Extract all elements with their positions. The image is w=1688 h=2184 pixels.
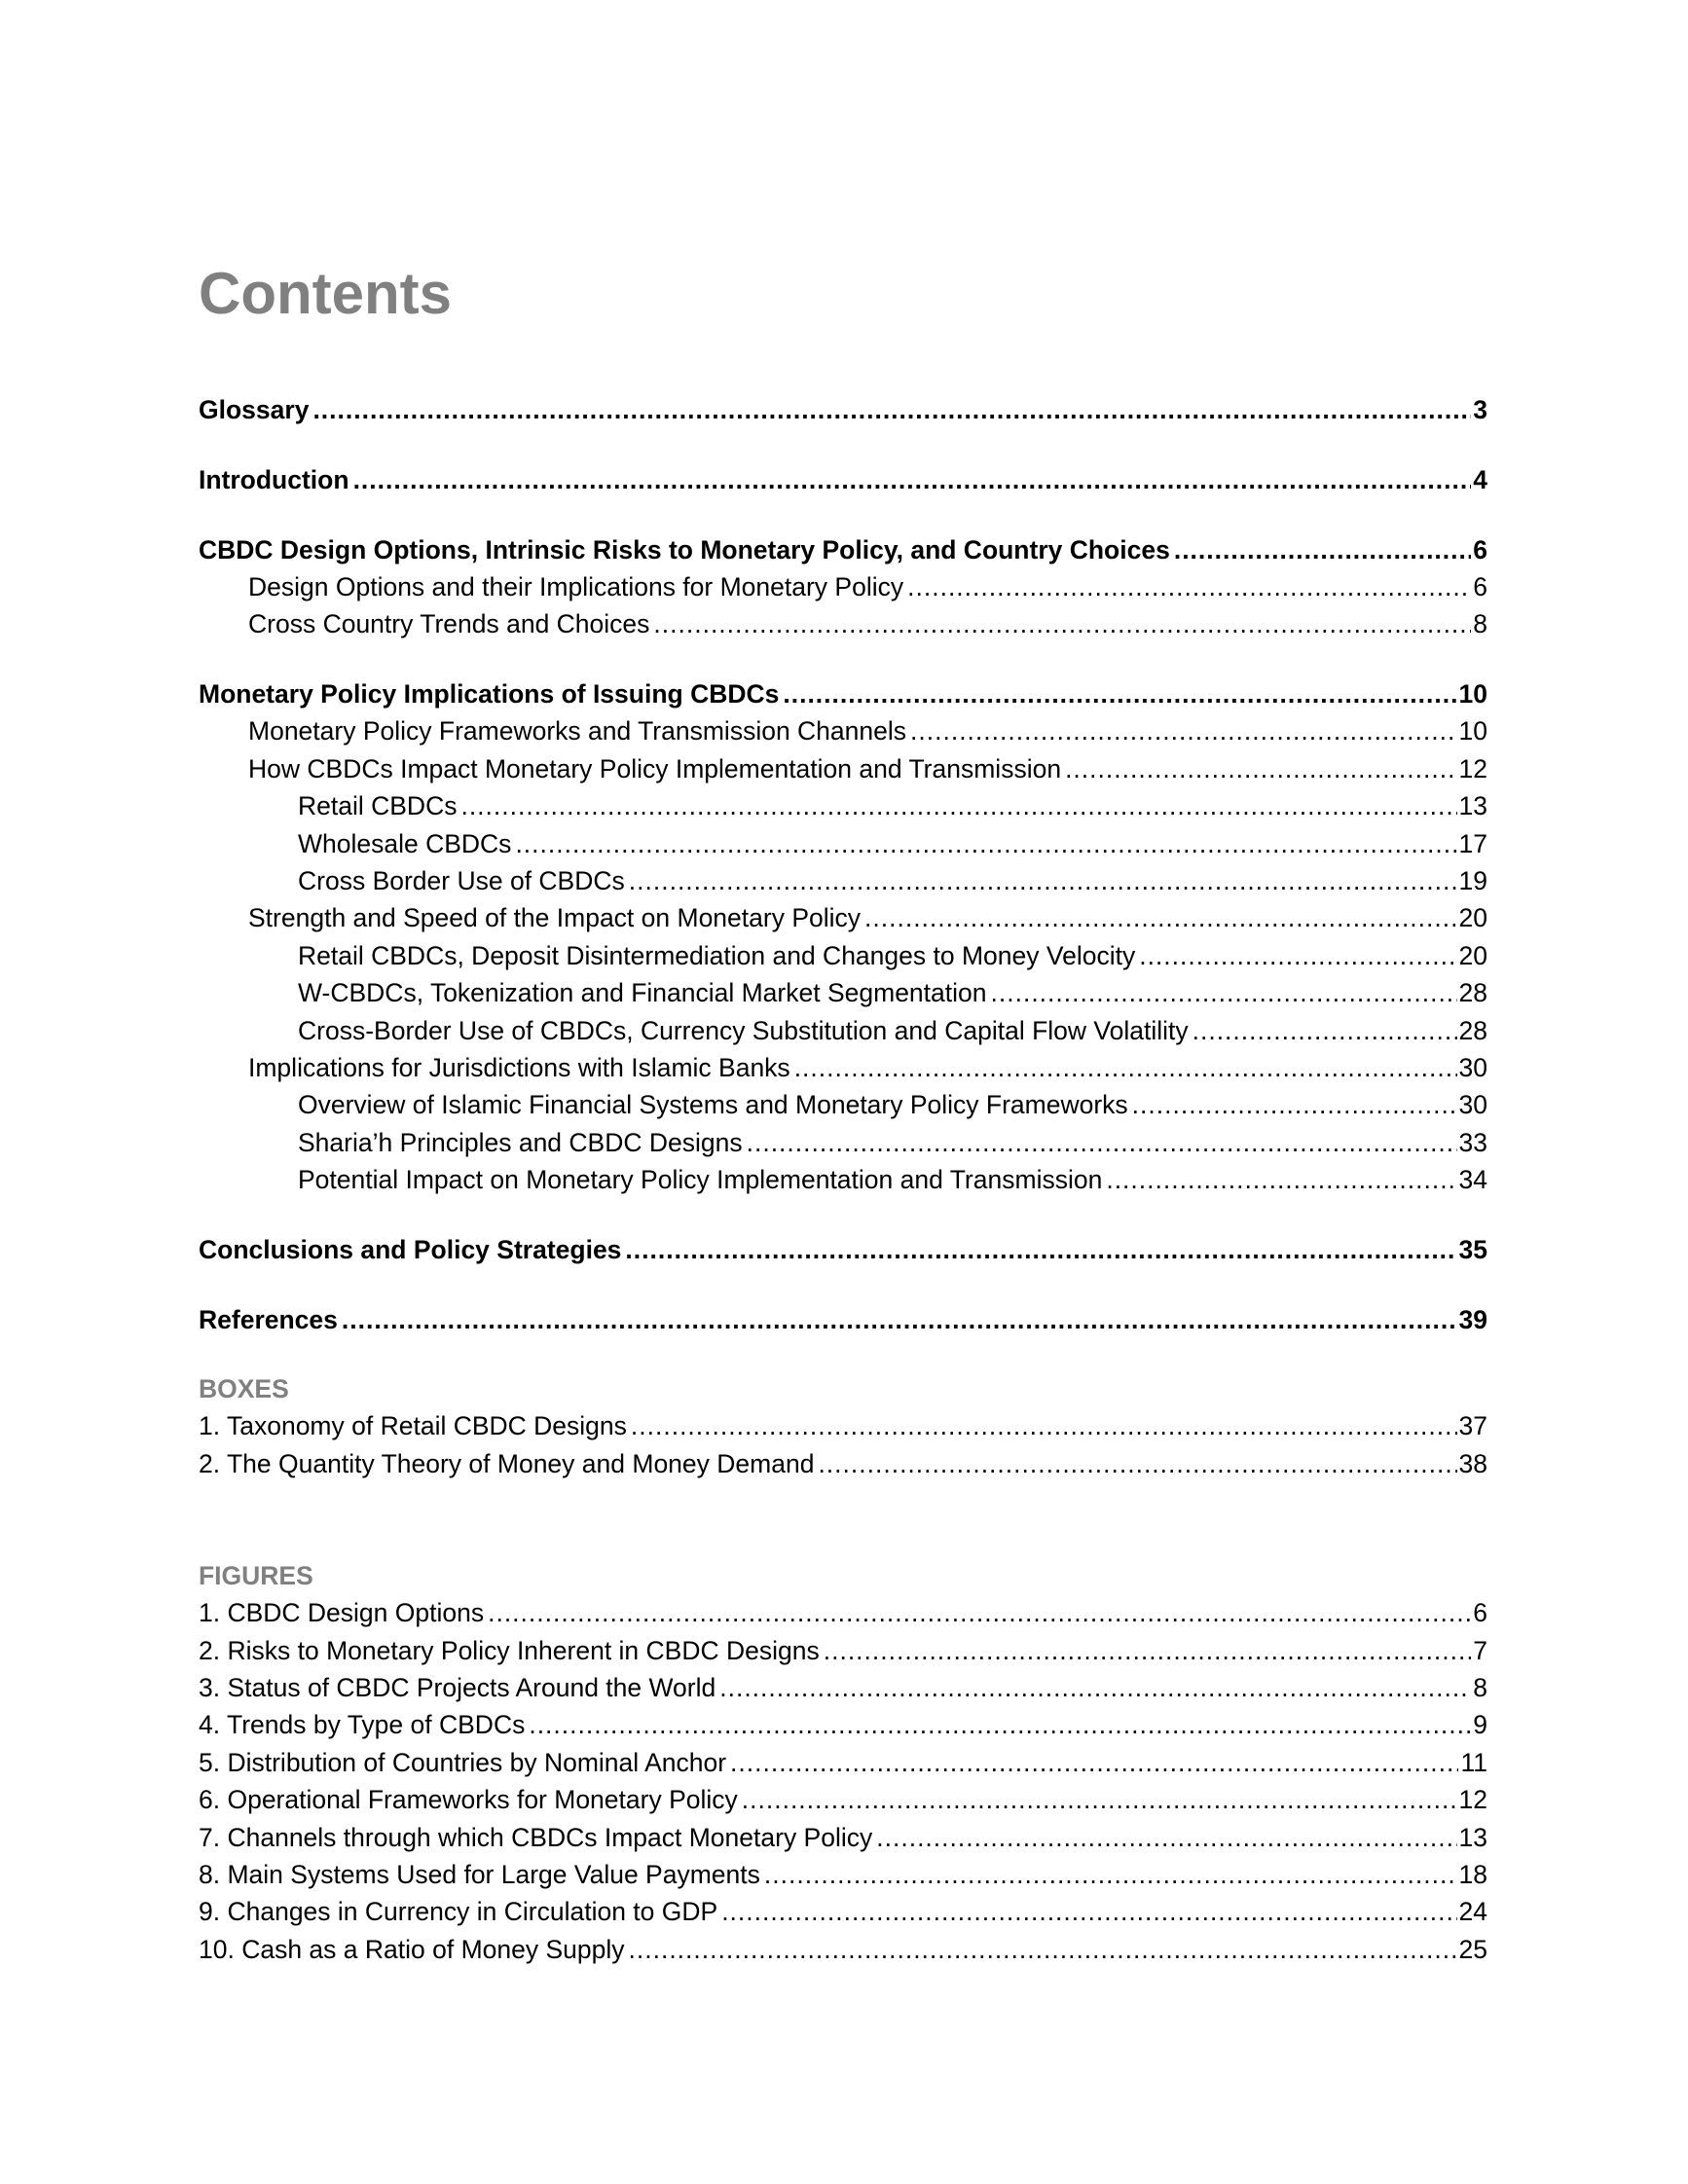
- toc-entry-page: 30: [1458, 1090, 1487, 1119]
- figure-entry-label: 1. CBDC Design Options: [199, 1598, 485, 1627]
- toc-entry-page: 19: [1458, 866, 1487, 895]
- toc-entry-label: Potential Impact on Monetary Policy Implementation and Transmission: [298, 1165, 1103, 1194]
- figure-entry-page: 6: [1473, 1598, 1487, 1627]
- figure-entry-page: 25: [1458, 1935, 1487, 1964]
- toc-entry-label: Cross Border Use of CBDCs: [298, 866, 625, 895]
- toc-entry-label: Strength and Speed of the Impact on Monetary Policy: [248, 903, 862, 932]
- figure-entry-label: 10. Cash as a Ratio of Money Supply: [199, 1935, 625, 1964]
- toc-entry-label: Implications for Jurisdictions with Islamic Banks: [248, 1053, 790, 1082]
- toc-entry-shariah-principles[interactable]: [298, 1126, 1487, 1159]
- toc-entry-label: Wholesale CBDCs: [298, 829, 512, 858]
- figure-entry[interactable]: [199, 1671, 1487, 1704]
- figure-entry-page: 12: [1458, 1785, 1487, 1814]
- toc-entry-label: Sharia’h Principles and CBDC Designs: [298, 1128, 743, 1157]
- figure-entry-page: 18: [1458, 1860, 1487, 1889]
- figure-entry-label: 9. Changes in Currency in Circulation to GDP: [199, 1897, 718, 1926]
- toc-entry-page: 6: [1473, 535, 1487, 564]
- toc-entry-label: Overview of Islamic Financial Systems and Monetary Policy Frameworks: [298, 1090, 1128, 1119]
- dot-leader: [764, 1858, 1457, 1891]
- toc-entry-label: W-CBDCs, Tokenization and Financial Market Segmentation: [298, 978, 987, 1007]
- figure-entry-page: 13: [1458, 1823, 1487, 1852]
- figure-entry-page: 7: [1473, 1636, 1487, 1665]
- toc-entry-label: Introduction: [199, 465, 349, 494]
- toc-entry-islamic-banks[interactable]: [248, 1051, 1487, 1084]
- toc-entry-page: 10: [1458, 716, 1487, 746]
- dot-leader: [730, 1746, 1458, 1779]
- toc-entry-page: 28: [1458, 978, 1487, 1007]
- figures-heading: FIGURES: [199, 1561, 313, 1590]
- figure-entry-page: 8: [1473, 1673, 1487, 1702]
- toc-entry-how-cbdcs-impact[interactable]: [248, 752, 1487, 785]
- figure-entry-page: 11: [1460, 1748, 1487, 1777]
- toc-entry-page: 6: [1473, 572, 1487, 601]
- dot-leader: [1139, 939, 1456, 972]
- figure-entry-label: 4. Trends by Type of CBDCs: [199, 1710, 526, 1739]
- toc-entry-deposit-disintermediation[interactable]: [298, 939, 1487, 972]
- dot-leader: [653, 607, 1471, 640]
- dot-leader: [1174, 533, 1471, 566]
- toc-entry-page: 4: [1473, 465, 1487, 494]
- toc-entry-label: Cross Country Trends and Choices: [248, 609, 650, 638]
- dot-leader: [907, 570, 1471, 603]
- box-entry-page: 37: [1458, 1411, 1487, 1440]
- box-entry[interactable]: [199, 1447, 1487, 1480]
- toc-entry-introduction[interactable]: [199, 463, 1487, 496]
- figure-entry[interactable]: [199, 1933, 1487, 1966]
- dot-leader: [783, 677, 1456, 710]
- toc-entry-page: 20: [1458, 941, 1487, 970]
- toc-entry-glossary[interactable]: [199, 393, 1487, 426]
- toc-entry-design-options-implications[interactable]: [248, 570, 1487, 603]
- box-entry-label: 1. Taxonomy of Retail CBDC Designs: [199, 1411, 627, 1440]
- toc-entry-currency-substitution[interactable]: [298, 1014, 1487, 1047]
- dot-leader: [342, 1303, 1457, 1336]
- figure-entry[interactable]: [199, 1821, 1487, 1854]
- toc-entry-label: Cross-Border Use of CBDCs, Currency Substitution and Capital Flow Volatility: [298, 1016, 1189, 1045]
- dot-leader: [460, 789, 1456, 822]
- toc-entry-page: 13: [1458, 791, 1487, 820]
- box-entry-label: 2. The Quantity Theory of Money and Money Demand: [199, 1449, 815, 1478]
- figure-entry-label: 5. Distribution of Countries by Nominal Anchor: [199, 1748, 727, 1777]
- figure-entry[interactable]: [199, 1783, 1487, 1816]
- toc-entry-page: 34: [1458, 1165, 1487, 1194]
- toc-entry-label: Conclusions and Policy Strategies: [199, 1235, 622, 1264]
- toc-entry-label: Retail CBDCs: [298, 791, 458, 820]
- dot-leader: [876, 1821, 1456, 1854]
- toc-entry-conclusions[interactable]: [199, 1233, 1487, 1266]
- dot-leader: [991, 976, 1457, 1009]
- dot-leader: [353, 463, 1472, 496]
- figure-entry[interactable]: [199, 1634, 1487, 1667]
- toc-entry-label: Design Options and their Implications for Monetary Policy: [248, 572, 904, 601]
- toc-entry-label: Retail CBDCs, Deposit Disintermediation and Changes to Money Velocity: [298, 941, 1136, 970]
- dot-leader: [818, 1447, 1456, 1480]
- toc-entry-monetary-policy-implications[interactable]: [199, 677, 1487, 710]
- toc-entry-cross-border-use[interactable]: [298, 864, 1487, 897]
- toc-entry-islamic-overview[interactable]: [298, 1088, 1487, 1121]
- dot-leader: [529, 1708, 1471, 1741]
- page-title: Contents: [199, 261, 452, 326]
- toc-entry-page: 8: [1473, 609, 1487, 638]
- dot-leader: [910, 714, 1457, 747]
- dot-leader: [488, 1596, 1471, 1629]
- boxes-heading: BOXES: [199, 1374, 289, 1403]
- toc-entry-label: How CBDCs Impact Monetary Policy Implementation and Transmission: [248, 754, 1062, 783]
- figure-entry-label: 8. Main Systems Used for Large Value Payments: [199, 1860, 760, 1889]
- dot-leader: [625, 1233, 1456, 1266]
- toc-entry-page: 35: [1458, 1235, 1487, 1264]
- toc-entry-page: 28: [1458, 1016, 1487, 1045]
- figure-entry-label: 3. Status of CBDC Projects Around the World: [199, 1673, 716, 1702]
- toc-entry-label: Monetary Policy Frameworks and Transmission Channels: [248, 716, 907, 746]
- dot-leader: [312, 393, 1471, 426]
- toc-entry-tokenization[interactable]: [298, 976, 1487, 1009]
- dot-leader: [1132, 1088, 1457, 1121]
- dot-leader: [747, 1126, 1457, 1159]
- box-entry-page: 38: [1458, 1449, 1487, 1478]
- toc-entry-potential-impact[interactable]: [298, 1163, 1487, 1196]
- toc-entry-label: Glossary: [199, 395, 310, 424]
- dot-leader: [629, 1933, 1457, 1966]
- dot-leader: [794, 1051, 1457, 1084]
- toc-entry-cross-country-trends[interactable]: [248, 607, 1487, 640]
- figure-entry-page: 9: [1473, 1710, 1487, 1739]
- dot-leader: [629, 864, 1457, 897]
- dot-leader: [1193, 1014, 1457, 1047]
- dot-leader: [719, 1671, 1471, 1704]
- dot-leader: [1065, 752, 1456, 785]
- toc-entry-page: 33: [1458, 1128, 1487, 1157]
- toc-entry-label: CBDC Design Options, Intrinsic Risks to Monetary Policy, and Country Choices: [199, 535, 1170, 564]
- figure-entry-label: 7. Channels through which CBDCs Impact Monetary Policy: [199, 1823, 873, 1852]
- toc-entry-page: 3: [1473, 395, 1487, 424]
- toc-entry-page: 30: [1458, 1053, 1487, 1082]
- toc-entry-page: 39: [1458, 1305, 1487, 1334]
- figure-entry[interactable]: [199, 1895, 1487, 1928]
- dot-leader: [721, 1895, 1456, 1928]
- figure-entry[interactable]: [199, 1858, 1487, 1891]
- dot-leader: [864, 901, 1457, 934]
- toc-entry-cbdc-design-options[interactable]: [199, 533, 1487, 566]
- dot-leader: [1106, 1163, 1456, 1196]
- figure-entry-page: 24: [1458, 1897, 1487, 1926]
- toc-entry-strength-speed[interactable]: [248, 901, 1487, 934]
- toc-entry-page: 17: [1458, 829, 1487, 858]
- toc-entry-retail-cbdcs[interactable]: [298, 789, 1487, 822]
- toc-entry-page: 10: [1458, 679, 1487, 709]
- figure-entry[interactable]: [199, 1708, 1487, 1741]
- toc-entry-page: 20: [1458, 903, 1487, 932]
- figure-entry[interactable]: [199, 1746, 1487, 1779]
- toc-entry-references[interactable]: [199, 1303, 1487, 1336]
- toc-entry-label: Monetary Policy Implications of Issuing CBDCs: [199, 679, 780, 709]
- toc-entry-label: References: [199, 1305, 338, 1334]
- dot-leader: [824, 1634, 1472, 1667]
- figure-entry[interactable]: [199, 1596, 1487, 1629]
- figure-entry-label: 2. Risks to Monetary Policy Inherent in CBDC Designs: [199, 1636, 820, 1665]
- toc-entry-frameworks-transmission[interactable]: [248, 714, 1487, 747]
- dot-leader: [742, 1783, 1457, 1816]
- figure-entry-label: 6. Operational Frameworks for Monetary Policy: [199, 1785, 738, 1814]
- toc-entry-page: 12: [1458, 754, 1487, 783]
- dot-leader: [515, 827, 1456, 860]
- toc-entry-wholesale-cbdcs[interactable]: [298, 827, 1487, 860]
- box-entry[interactable]: [199, 1409, 1487, 1442]
- dot-leader: [631, 1409, 1457, 1442]
